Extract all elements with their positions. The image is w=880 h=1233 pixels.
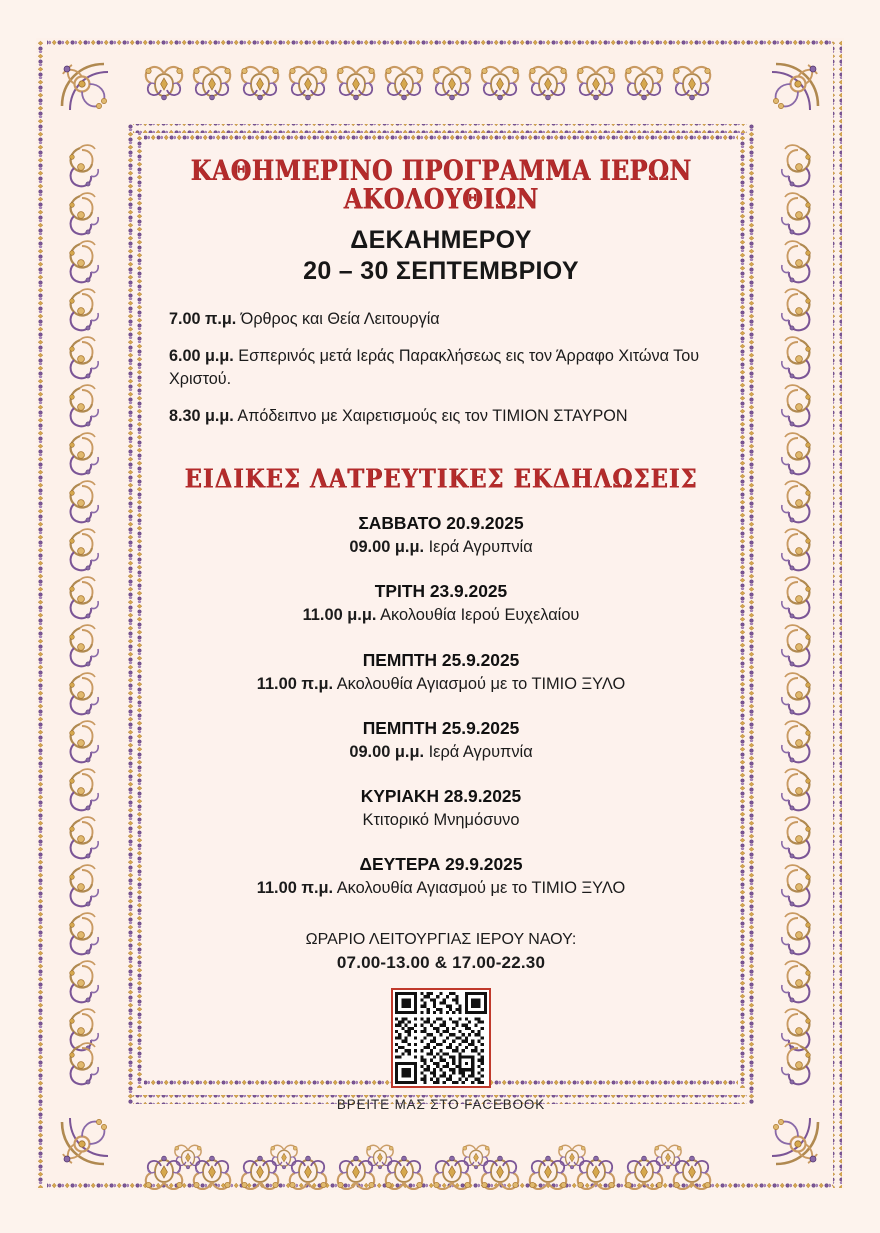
event-item [161,853,721,899]
opening-hours-label: ΩΡΑΡΙΟ ΛΕΙΤΟΥΡΓΙΑΣ ΙΕΡΟΥ ΝΑΟΥ: [305,930,577,948]
qr-code-icon [395,992,487,1084]
event-item [161,649,721,695]
event-time: 11.00 π.μ. [256,674,334,693]
event-detail [161,809,721,831]
schedule-text: Απόδειπνο με Χαιρετισμούς εις τον ΤΙΜΙΟΝ ΣΤΑΥΡΟΝ [233,407,628,425]
event-text: Ακολουθία Αγιασμού με το ΤΙΜΙΟ ΞΥΛΟ [333,879,626,898]
facebook-caption: ΒΡΕΙΤΕ ΜΑΣ ΣΤΟ FACEBOOK [336,1096,546,1112]
event-item [161,785,721,831]
event-text: Ακολουθία Ιερού Ευχελαίου [376,606,580,625]
event-date: ΔΕΥΤΕΡΑ 29.9.2025 [359,854,523,875]
facebook-qr-code[interactable] [391,988,491,1088]
event-detail [161,877,721,899]
daily-schedule-item [169,405,715,428]
daily-schedule-item [169,308,715,331]
section-heading: ΕΙΔΙΚΕΣ ΛΑΤΡΕΥΤΙΚΕΣ ΕΚΔΗΛΩΣΕΙΣ [184,462,698,495]
event-item [161,580,721,626]
event-text: Ιερά Αγρυπνία [424,742,533,761]
page-title: ΚΑΘΗΜΕΡΙΝΟ ΠΡΟΓΡΑΜΜΑ ΙΕΡΩΝ ΑΚΟΛΟΥΘΙΩΝ [190,154,692,216]
event-time: 09.00 μ.μ. [349,537,425,556]
subtitle [161,225,721,286]
event-detail [161,604,721,626]
event-item [161,512,721,558]
subtitle-line-1: ΔΕΚΑΗΜΕΡΟΥ [350,226,532,254]
daily-schedule-item [169,345,715,391]
subtitle-line-2: 20 – 30 ΣΕΠΤΕΜΒΡΙΟΥ [303,256,579,285]
event-text: Ακολουθία Αγιασμού με το ΤΙΜΙΟ ΞΥΛΟ [333,674,626,693]
schedule-time: 7.00 π.μ. [169,310,237,328]
schedule-text: Εσπερινός μετά Ιεράς Παρακλήσεως εις τον Άρραφο Χιτώνα Του Χριστού. [169,347,700,388]
event-detail [161,741,721,763]
event-date: ΣΑΒΒΑΤΟ 20.9.2025 [358,513,524,533]
event-detail [161,536,721,558]
event-item [161,717,721,763]
schedule-text: Όρθρος και Θεία Λειτουργία [236,310,440,328]
daily-schedule-list [161,308,721,428]
event-text: Ιερά Αγρυπνία [424,537,533,556]
content-panel [135,133,747,1112]
schedule-time: 6.00 μ.μ. [169,347,234,365]
event-time: 09.00 μ.μ. [349,742,425,761]
event-date: ΠΕΜΠΤΗ 25.9.2025 [362,717,520,738]
schedule-time: 8.30 μ.μ. [169,407,234,425]
event-detail [161,673,721,695]
special-events-list [161,512,721,900]
event-date: ΤΡΙΤΗ 23.9.2025 [374,581,508,602]
event-text: Κτιτορικό Μνημόσυνο [362,811,520,830]
event-date: ΠΕΜΠΤΗ 25.9.2025 [362,649,520,670]
event-date: ΚΥΡΙΑΚΗ 28.9.2025 [360,786,522,807]
opening-hours [161,928,721,976]
opening-hours-value: 07.00-13.00 & 17.00-22.30 [336,952,546,972]
event-time: 11.00 μ.μ. [302,606,377,625]
event-time: 11.00 π.μ. [256,879,334,898]
